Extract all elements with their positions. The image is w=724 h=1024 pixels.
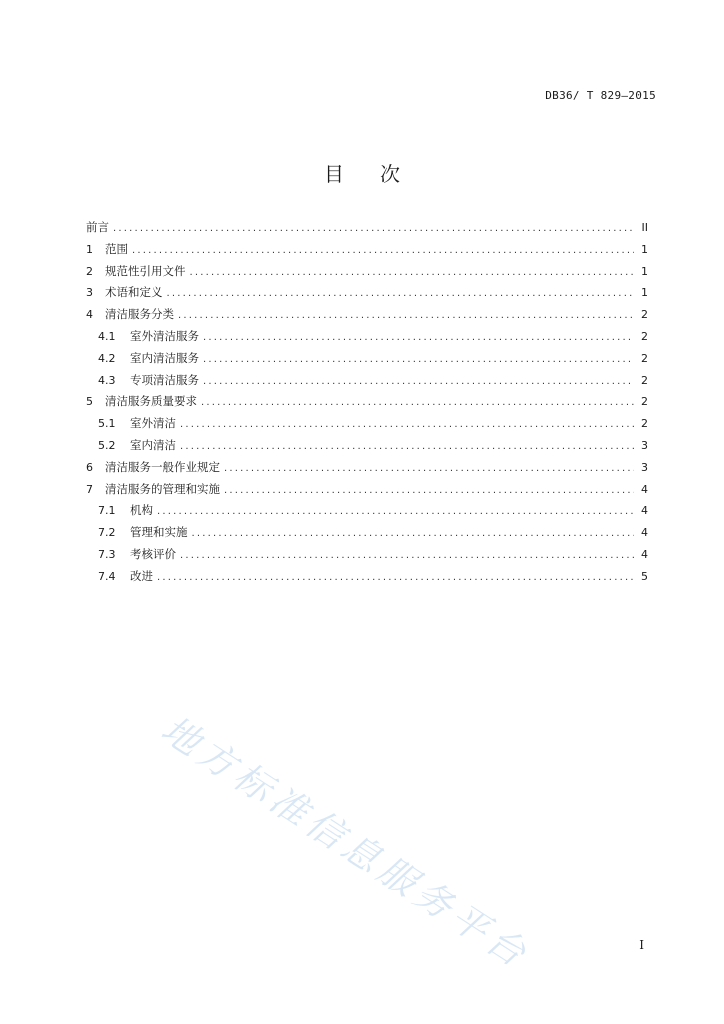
toc-entry[interactable] (86, 241, 648, 263)
toc-entry[interactable] (86, 459, 648, 481)
toc-entry-number: 4.2 (98, 351, 116, 365)
toc-leader-dots (157, 506, 634, 517)
toc-entry-number: 5.1 (98, 417, 116, 431)
toc-entry-number: 5 (86, 395, 93, 409)
toc-leader-dots (190, 267, 635, 278)
page-title: 目次 (324, 162, 436, 186)
toc-entry-page: 2 (641, 395, 648, 409)
toc-entry-number: 4.1 (98, 329, 116, 343)
toc-entry[interactable] (86, 372, 648, 394)
toc-entry-label: 规范性引用文件 (105, 263, 186, 278)
toc-entry-number: 7.1 (98, 504, 116, 518)
toc-entry[interactable] (86, 415, 648, 437)
toc-leader-dots (180, 441, 634, 452)
toc-leader-dots (224, 463, 634, 474)
footer-page-number: I (639, 938, 644, 952)
toc-entry-label: 前言 (86, 220, 109, 234)
toc-entry-number: 6 (86, 460, 93, 474)
toc-entry[interactable] (86, 524, 648, 546)
toc-entry[interactable] (86, 263, 648, 285)
toc-entry-page: 2 (641, 373, 648, 387)
toc-entry[interactable] (86, 393, 648, 415)
toc-entry-page: 4 (641, 504, 648, 518)
toc-entry-page: 1 (641, 286, 648, 300)
toc-entry-label: 清洁服务的管理和实施 (105, 481, 220, 496)
toc-entry[interactable] (86, 284, 648, 306)
toc-entry-label: 范围 (105, 241, 128, 256)
toc-entry-label: 清洁服务一般作业规定 (105, 459, 220, 474)
toc-entry-number: 7.3 (98, 547, 116, 561)
toc-entry-page: 2 (641, 308, 648, 322)
toc-leader-dots (224, 485, 634, 496)
toc-entry-label: 室内清洁 (130, 437, 176, 452)
toc-entry[interactable] (86, 502, 648, 524)
toc-entry[interactable] (86, 437, 648, 459)
toc-entry-page: 4 (641, 526, 648, 540)
toc-entry-page: 3 (641, 438, 648, 452)
toc-entry-page: 2 (641, 417, 648, 431)
toc-entry-number: 2 (86, 264, 93, 278)
toc-entry-label: 机构 (130, 503, 153, 518)
toc-entry-page: 2 (641, 329, 648, 343)
toc-entry-label: 室外清洁服务 (130, 328, 199, 343)
toc-entry-number: 7.4 (98, 569, 116, 583)
watermark: 地方标准信息服务平台 (153, 707, 538, 978)
toc-entry-label: 考核评价 (130, 546, 176, 561)
toc-entry-label: 管理和实施 (130, 525, 188, 540)
toc-entry-label: 改进 (130, 568, 153, 583)
toc-leader-dots (203, 332, 634, 343)
toc-leader-dots (180, 550, 634, 561)
toc-entry-page: 3 (641, 460, 648, 474)
toc-entry[interactable] (86, 481, 648, 503)
toc-entry-label: 专项清洁服务 (130, 372, 199, 387)
toc-entry[interactable] (86, 568, 648, 590)
toc-entry-label: 清洁服务分类 (105, 307, 174, 322)
toc-entry-page: 1 (641, 264, 648, 278)
toc-entry-page: II (641, 221, 648, 234)
toc-entry-page: 1 (641, 242, 648, 256)
toc-leader-dots (178, 310, 634, 321)
toc-entry[interactable] (86, 219, 648, 241)
toc-entry-label: 室内清洁服务 (130, 350, 199, 365)
table-of-contents (86, 219, 648, 590)
document-code: DB36/ T 829—2015 (545, 89, 656, 102)
toc-entry-number: 4.3 (98, 373, 116, 387)
toc-entry[interactable] (86, 546, 648, 568)
toc-entry[interactable] (86, 306, 648, 328)
toc-entry-page: 5 (641, 569, 648, 583)
toc-entry-number: 4 (86, 308, 93, 322)
toc-entry-number: 1 (86, 242, 93, 256)
toc-leader-dots (192, 528, 635, 539)
toc-entry-label: 术语和定义 (105, 285, 163, 300)
toc-leader-dots (113, 223, 634, 234)
toc-leader-dots (203, 354, 634, 365)
toc-leader-dots (157, 572, 634, 583)
toc-entry[interactable] (86, 328, 648, 350)
toc-entry-number: 3 (86, 286, 93, 300)
toc-entry-number: 7 (86, 482, 93, 496)
toc-leader-dots (203, 376, 634, 387)
toc-leader-dots (201, 397, 634, 408)
toc-leader-dots (132, 245, 634, 256)
toc-entry-page: 4 (641, 547, 648, 561)
toc-entry[interactable] (86, 350, 648, 372)
toc-entry-number: 7.2 (98, 526, 116, 540)
toc-leader-dots (180, 419, 634, 430)
toc-entry-label: 清洁服务质量要求 (105, 394, 197, 409)
toc-entry-page: 4 (641, 482, 648, 496)
toc-entry-page: 2 (641, 351, 648, 365)
toc-entry-label: 室外清洁 (130, 416, 176, 431)
toc-leader-dots (167, 288, 635, 299)
toc-entry-number: 5.2 (98, 438, 116, 452)
